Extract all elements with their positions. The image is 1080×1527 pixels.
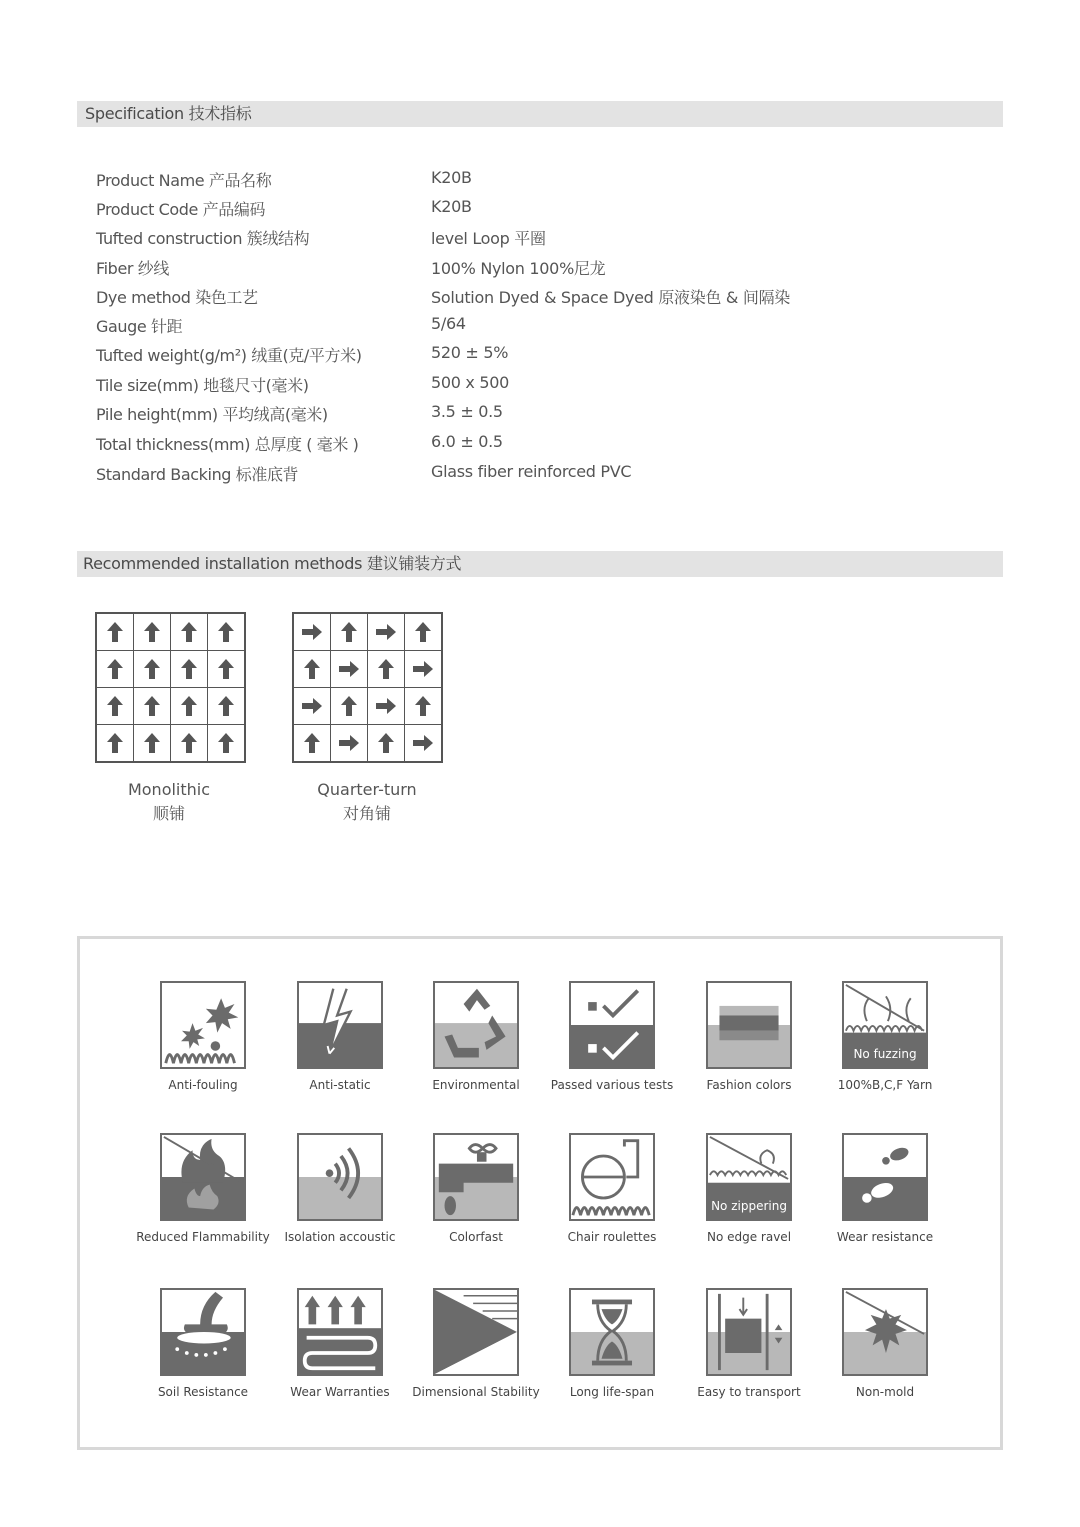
feature-label: Anti-static bbox=[309, 1078, 371, 1092]
spec-label: Product Code 产品编码 bbox=[96, 200, 266, 219]
anti-static-icon bbox=[297, 981, 383, 1069]
monolithic-grid bbox=[95, 612, 246, 763]
feature-item bbox=[270, 1288, 410, 1399]
sound-icon bbox=[297, 1133, 383, 1221]
checklist-icon bbox=[569, 981, 655, 1069]
arrow-up-icon bbox=[97, 614, 133, 650]
feature-label: Easy to transport bbox=[697, 1385, 801, 1399]
recycle-icon bbox=[433, 981, 519, 1069]
monolithic-label-cn: 顺铺 bbox=[152, 804, 185, 823]
quarter-turn-label bbox=[267, 778, 467, 826]
spec-value: 6.0 ± 0.5 bbox=[431, 432, 503, 451]
spec-label: Total thickness(mm) 总厚度 ( 毫米 ) bbox=[96, 435, 359, 454]
installation-header bbox=[77, 551, 1003, 577]
faucet-icon bbox=[433, 1133, 519, 1221]
footprints-icon bbox=[842, 1133, 928, 1221]
specification-title: Specification 技术指标 bbox=[85, 104, 252, 123]
arrow-up-icon bbox=[134, 651, 170, 687]
feature-item bbox=[815, 1288, 955, 1399]
feature-label: Dimensional Stability bbox=[412, 1385, 540, 1399]
arrow-right-icon bbox=[331, 651, 367, 687]
spec-label: Dye method 染色工艺 bbox=[96, 288, 258, 307]
specification-header bbox=[77, 101, 1003, 127]
feature-item bbox=[679, 981, 819, 1092]
arrow-up-icon bbox=[171, 614, 207, 650]
triangle-stability-icon bbox=[433, 1288, 519, 1376]
feature-item bbox=[815, 1133, 955, 1244]
feature-item bbox=[679, 1133, 819, 1244]
feature-item bbox=[406, 981, 546, 1092]
feature-label: Environmental bbox=[432, 1078, 520, 1092]
spec-value: K20B bbox=[431, 197, 472, 216]
anti-fouling-icon bbox=[160, 981, 246, 1069]
no-fuzzing-icon bbox=[842, 981, 928, 1069]
arrow-up-icon bbox=[97, 688, 133, 724]
arrow-up-icon bbox=[134, 688, 170, 724]
feature-badge: No zippering bbox=[711, 1199, 787, 1213]
wear-warranty-icon bbox=[297, 1288, 383, 1376]
installation-title: Recommended installation methods 建议铺装方式 bbox=[83, 554, 462, 573]
arrow-up-icon bbox=[134, 614, 170, 650]
spec-label: Tufted construction 簇绒结构 bbox=[96, 229, 310, 248]
spec-label: Product Name 产品名称 bbox=[96, 171, 272, 190]
spec-value: Glass fiber reinforced PVC bbox=[431, 462, 632, 481]
arrow-up-icon bbox=[368, 651, 404, 687]
spec-value: 500 x 500 bbox=[431, 373, 510, 392]
arrow-up-icon bbox=[134, 725, 170, 761]
quarter-turn-grid bbox=[292, 612, 443, 763]
arrow-up-icon bbox=[171, 651, 207, 687]
feature-label: Long life-span bbox=[569, 1385, 655, 1399]
soil-icon bbox=[160, 1288, 246, 1376]
arrow-up-icon bbox=[294, 651, 330, 687]
feature-item bbox=[542, 1288, 682, 1399]
arrow-right-icon bbox=[368, 614, 404, 650]
arrow-up-icon bbox=[208, 725, 244, 761]
arrow-up-icon bbox=[405, 688, 441, 724]
features-panel bbox=[77, 936, 1003, 1450]
no-zippering-icon bbox=[706, 1133, 792, 1221]
spec-value: 100% Nylon 100%尼龙 bbox=[431, 259, 606, 278]
feature-item bbox=[679, 1288, 819, 1399]
feature-item bbox=[270, 981, 410, 1092]
arrow-up-icon bbox=[171, 725, 207, 761]
arrow-right-icon bbox=[294, 688, 330, 724]
feature-label: Soil Resistance bbox=[157, 1385, 249, 1399]
feature-item bbox=[133, 1288, 273, 1399]
feature-label: Passed various tests bbox=[550, 1078, 674, 1092]
arrow-up-icon bbox=[97, 651, 133, 687]
feature-item bbox=[406, 1133, 546, 1244]
feature-label: Wear Warranties bbox=[290, 1385, 390, 1399]
spec-label: Pile height(mm) 平均绒高(毫米) bbox=[96, 405, 328, 424]
feature-label: Reduced Flammability bbox=[136, 1230, 270, 1244]
quarter-turn-label-cn: 对角铺 bbox=[342, 804, 391, 823]
quarter-turn-label-en: Quarter-turn bbox=[317, 780, 417, 799]
arrow-right-icon bbox=[368, 688, 404, 724]
feature-label: Isolation accoustic bbox=[284, 1230, 396, 1244]
transport-icon bbox=[706, 1288, 792, 1376]
arrow-up-icon bbox=[97, 725, 133, 761]
hourglass-icon bbox=[569, 1288, 655, 1376]
arrow-up-icon bbox=[331, 688, 367, 724]
feature-label: Colorfast bbox=[449, 1230, 503, 1244]
feature-item bbox=[542, 1133, 682, 1244]
arrow-up-icon bbox=[208, 688, 244, 724]
arrow-up-icon bbox=[331, 614, 367, 650]
arrow-up-icon bbox=[294, 725, 330, 761]
spec-value: K20B bbox=[431, 168, 472, 187]
spec-label: Standard Backing 标准底背 bbox=[96, 465, 299, 484]
spec-value: 3.5 ± 0.5 bbox=[431, 402, 503, 421]
feature-label: 100%B,C,F Yarn bbox=[837, 1078, 933, 1092]
arrow-up-icon bbox=[208, 614, 244, 650]
monolithic-label-en: Monolithic bbox=[127, 780, 211, 799]
spec-value: Solution Dyed & Space Dyed 原液染色 & 间隔染 bbox=[431, 288, 790, 307]
arrow-right-icon bbox=[405, 725, 441, 761]
spec-value: level Loop 平圈 bbox=[431, 229, 546, 248]
feature-item bbox=[542, 981, 682, 1092]
spec-label: Gauge 针距 bbox=[96, 317, 183, 336]
arrow-up-icon bbox=[171, 688, 207, 724]
spec-label: Tufted weight(g/m²) 绒重(克/平方米) bbox=[96, 346, 362, 365]
feature-item bbox=[406, 1288, 546, 1399]
spec-label: Tile size(mm) 地毯尺寸(毫米) bbox=[96, 376, 309, 395]
monolithic-label bbox=[69, 778, 269, 826]
feature-label: Chair roulettes bbox=[567, 1230, 657, 1244]
feature-label: Fashion colors bbox=[706, 1078, 792, 1092]
feature-item bbox=[270, 1133, 410, 1244]
spec-value: 5/64 bbox=[431, 314, 466, 333]
arrow-right-icon bbox=[294, 614, 330, 650]
arrow-right-icon bbox=[331, 725, 367, 761]
spec-label: Fiber 纱线 bbox=[96, 259, 169, 278]
feature-label: Non-mold bbox=[855, 1385, 915, 1399]
spec-value: 520 ± 5% bbox=[431, 343, 509, 362]
feature-item bbox=[133, 981, 273, 1092]
feature-badge: No fuzzing bbox=[853, 1047, 917, 1061]
chair-wheel-icon bbox=[569, 1133, 655, 1221]
feature-label: No edge ravel bbox=[706, 1230, 792, 1244]
feature-item bbox=[133, 1133, 273, 1244]
non-mold-icon bbox=[842, 1288, 928, 1376]
feature-label: Anti-fouling bbox=[168, 1078, 238, 1092]
flame-icon bbox=[160, 1133, 246, 1221]
feature-label: Wear resistance bbox=[836, 1230, 934, 1244]
feature-item bbox=[815, 981, 955, 1092]
arrow-up-icon bbox=[368, 725, 404, 761]
arrow-right-icon bbox=[405, 651, 441, 687]
arrow-up-icon bbox=[405, 614, 441, 650]
arrow-up-icon bbox=[208, 651, 244, 687]
color-stripes-icon bbox=[706, 981, 792, 1069]
